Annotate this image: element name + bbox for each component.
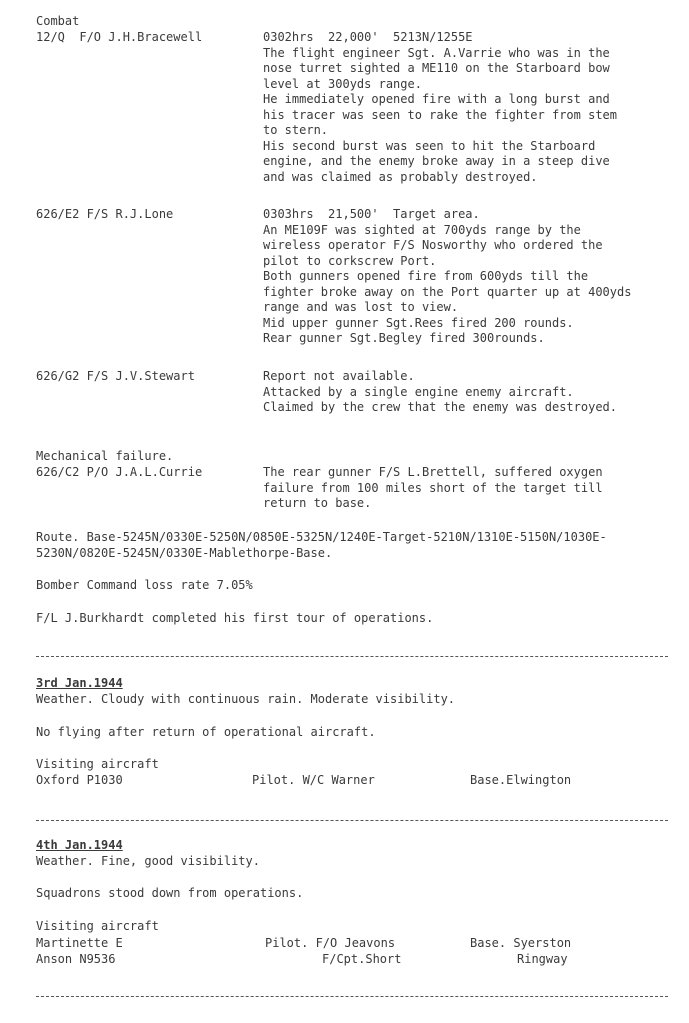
report-line: 0302hrs 22,000' 5213N/1255E [263,30,473,44]
route-line-1: Route. Base-5245N/0330E-5250N/0850E-5325N/1240E-Target-5210N/1310E-5150N/1030E- [36,530,607,544]
report-line: He immediately opened fire with a long burst and [263,92,610,106]
report-line: Claimed by the crew that the enemy was destroyed. [263,400,618,414]
day2-visiting-aircraft-1: Martinette E [36,936,123,950]
route-line-2: 5230N/0820E-5245N/0330E-Mablethorpe-Base. [36,546,333,560]
report-line: His second burst was seen to hit the Starboard [263,138,596,153]
day2-visiting-heading: Visiting aircraft [36,919,159,933]
report-line: to stern. [263,123,329,137]
report-line: nose turret sighted a ME110 on the Starboard bow [263,61,610,75]
section-divider [36,820,668,821]
day2-note: Squadrons stood down from operations. [36,886,304,900]
report-line: Both gunners opened fire from 600yds till the [263,269,589,283]
mechanical-heading: Mechanical failure. [36,449,174,463]
report-line: The flight engineer Sgt. A.Varrie who was in the [263,45,610,60]
report-line: failure from 100 miles short of the target till [263,480,603,495]
day2-visiting-pilot-1: Pilot. F/O Jeavons [265,936,396,950]
report-line: fighter broke away on the Port quarter up at 400yds [263,284,632,299]
combat-entry-3-crew: 626/G2 F/S J.V.Stewart [36,369,195,383]
combat-entry-1-crew: 12/Q F/O J.H.Bracewell [36,30,203,44]
combat-entry-3-report [263,369,617,416]
mechanical-crew: 626/C2 P/O J.A.L.Currie [36,465,203,479]
report-line: Report not available. [263,369,415,383]
report-line: wireless operator F/S Nosworthy who ordered the [263,238,603,252]
section-divider [36,996,668,997]
report-line: Attacked by a single engine enemy aircraft. [263,384,574,399]
day2-visiting-base-2: Ringway [517,952,568,966]
day2-weather: Weather. Fine, good visibility. [36,854,260,868]
combat-entry-2-report [263,207,631,347]
loss-rate: Bomber Command loss rate 7.05% [36,578,253,592]
combat-heading: Combat [36,14,80,28]
day1-weather: Weather. Cloudy with continuous rain. Moderate visibility. [36,692,456,706]
day1-note: No flying after return of operational aircraft. [36,725,376,739]
tour-note: F/L J.Burkhardt completed his first tour of operations. [36,611,434,625]
combat-entry-2-crew: 626/E2 F/S R.J.Lone [36,207,174,221]
report-line: range and was lost to view. [263,300,459,314]
combat-entry-1-report [263,30,617,185]
report-line: engine, and the enemy broke away in a steep dive [263,154,610,168]
day1-visiting-pilot: Pilot. W/C Warner [252,773,375,787]
report-line: Rear gunner Sgt.Begley fired 300rounds. [263,331,545,345]
report-line: return to base. [263,496,372,510]
day2-visiting-base-1: Base. Syerston [470,936,572,950]
section-divider [36,656,668,657]
report-line: 0303hrs 21,500' Target area. [263,207,480,221]
report-line: level at 300yds range. [263,76,422,91]
day2-date: 4th Jan.1944 [36,838,123,852]
report-line: Mid upper gunner Sgt.Rees fired 200 rounds. [263,315,574,330]
mechanical-report [263,465,603,512]
day2-visiting-pilot-2: F/Cpt.Short [322,952,402,966]
day1-visiting-base: Base.Elwington [470,773,572,787]
report-line: pilot to corkscrew Port. [263,253,437,268]
day2-visiting-aircraft-2: Anson N9536 [36,952,116,966]
day1-visiting-heading: Visiting aircraft [36,757,159,771]
day1-date: 3rd Jan.1944 [36,676,123,690]
report-line: and was claimed as probably destroyed. [263,169,538,184]
report-line: his tracer was seen to rake the fighter from stem [263,107,618,122]
report-line: An ME109F was sighted at 700yds range by the [263,222,581,237]
report-line: The rear gunner F/S L.Brettell, suffered oxygen [263,465,603,479]
day1-visiting-aircraft: Oxford P1030 [36,773,123,787]
